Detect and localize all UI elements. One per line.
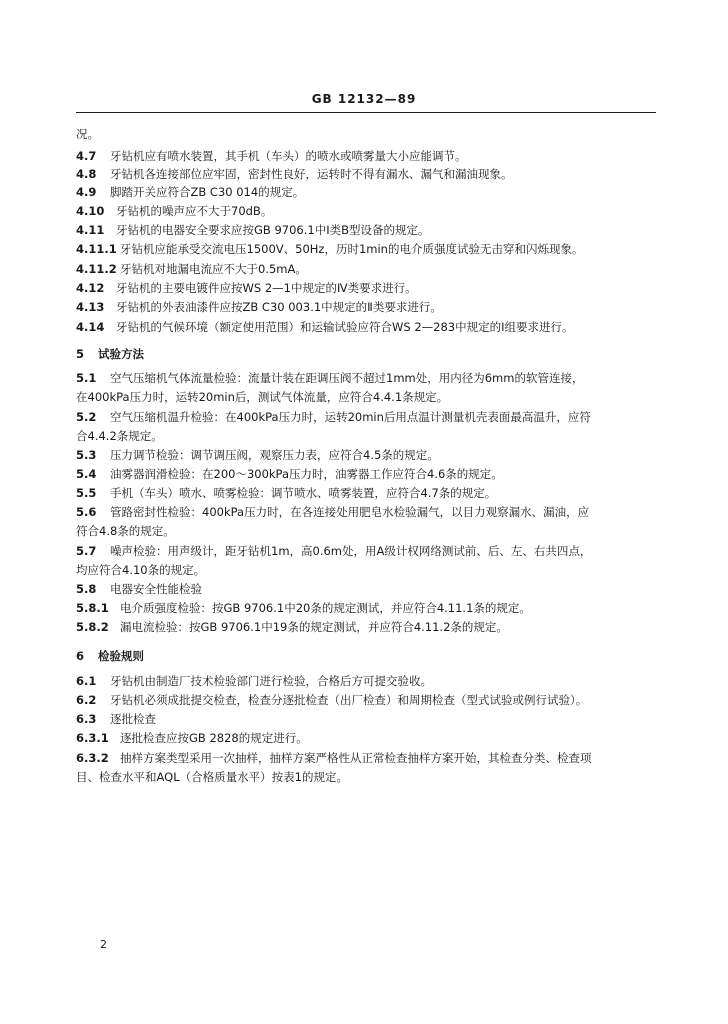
clause-number: 4.11 xyxy=(76,223,105,237)
section-heading xyxy=(76,346,656,362)
clause-text: 在400kPa压力时，运转20min后，测试气体流量，应符合4.4.1条规定。 xyxy=(76,390,449,404)
clause-text: 逐批检查 xyxy=(110,712,156,726)
clause-number: 5.8 xyxy=(76,582,97,596)
clause-text: 牙钻机应能承受交流电压1500V、50Hz，历时1min的电介质强度试验无击穿和闪烁现象。 xyxy=(120,242,584,256)
clause-line xyxy=(76,673,656,689)
clause-line xyxy=(76,319,656,335)
clause-line xyxy=(76,166,656,182)
clause-text: 合4.4.2条规定。 xyxy=(76,429,163,443)
clause-number: 4.12 xyxy=(76,281,105,295)
clause-text: 试验方法 xyxy=(98,347,144,361)
clause-number: 4.8 xyxy=(76,167,97,181)
clause-number: 6.3.1 xyxy=(76,731,109,745)
continuation-line xyxy=(76,769,656,785)
clause-number: 6 xyxy=(76,649,85,663)
clause-number: 6.1 xyxy=(76,674,97,688)
continuation-line xyxy=(76,428,656,444)
clause-number: 5.6 xyxy=(76,505,97,519)
clause-text: 油雾器润滑检验：在200～300kPa压力时，油雾器工作应符合4.6条的规定。 xyxy=(110,467,503,481)
clause-text: 牙钻机的外表油漆件应按ZB C30 003.1中规定的Ⅱ类要求进行。 xyxy=(116,300,442,314)
clause-number: 4.14 xyxy=(76,320,105,334)
clause-line xyxy=(76,148,656,164)
clause-number: 5.1 xyxy=(76,371,97,385)
clause-number: 5 xyxy=(76,347,85,361)
continuation-line xyxy=(76,523,656,539)
clause-number: 6.2 xyxy=(76,693,97,707)
clause-text: 逐批检查应按GB 2828的规定进行。 xyxy=(120,731,308,745)
clause-number: 5.5 xyxy=(76,486,97,500)
clause-line xyxy=(76,581,656,597)
clause-number: 6.3.2 xyxy=(76,751,109,765)
clause-line xyxy=(76,711,656,727)
clause-line xyxy=(76,485,656,501)
clause-text: 目、检查水平和AQL（合格质量水平）按表1的规定。 xyxy=(76,770,348,784)
clause-text: 抽样方案类型采用一次抽样，抽样方案严格性从正常检查抽样方案开始，其检查分类、检查项 xyxy=(120,751,592,765)
continuation-line xyxy=(76,126,656,142)
section-heading xyxy=(76,648,656,664)
clause-number: 5.2 xyxy=(76,410,97,424)
clause-line xyxy=(76,619,656,635)
page-number: 2 xyxy=(100,938,107,951)
clause-text: 空气压缩机温升检验：在400kPa压力时，运转20min后用点温计测量机壳表面最高温升，应符 xyxy=(110,410,591,424)
clause-text: 牙钻机各连接部位应牢固，密封性良好，运转时不得有漏水、漏气和漏油现象。 xyxy=(110,167,513,181)
clause-line xyxy=(76,222,656,238)
clause-line xyxy=(76,261,656,277)
clause-line xyxy=(76,241,656,257)
clause-text: 牙钻机由制造厂技术检验部门进行检验，合格后方可提交验收。 xyxy=(110,674,432,688)
clause-number: 6.3 xyxy=(76,712,97,726)
clause-number: 5.3 xyxy=(76,448,97,462)
clause-number: 4.10 xyxy=(76,204,105,218)
clause-text: 检验规则 xyxy=(98,649,144,663)
clause-number: 4.11.2 xyxy=(76,262,117,276)
clause-line xyxy=(76,543,656,559)
clause-text: 脚踏开关应符合ZB C30 014的规定。 xyxy=(110,185,305,199)
clause-text: 均应符合4.10条的规定。 xyxy=(76,563,206,577)
clause-text: 漏电流检验：按GB 9706.1中19条的规定测试，并应符合4.11.2条的规定。 xyxy=(120,620,508,634)
clause-number: 4.7 xyxy=(76,149,97,163)
clause-text: 牙钻机的主要电镀件应按WS 2—1中规定的Ⅳ类要求进行。 xyxy=(116,281,417,295)
clause-number: 5.4 xyxy=(76,467,97,481)
clause-line xyxy=(76,370,656,386)
clause-text: 牙钻机应有喷水装置，其手机（车头）的喷水或喷雾量大小应能调节。 xyxy=(110,149,467,163)
clause-text: 牙钻机的电器安全要求应按GB 9706.1中Ⅰ类B型设备的规定。 xyxy=(116,223,430,237)
clause-line xyxy=(76,692,656,708)
standard-header: GB 12132—89 xyxy=(311,92,417,106)
clause-number: 4.11.1 xyxy=(76,242,117,256)
clause-text: 手机（车头）喷水、喷雾检验：调节喷水、喷雾装置，应符合4.7条的规定。 xyxy=(110,486,497,500)
clause-text: 噪声检验：用声级计，距牙钻机1m，高0.6m处，用A级计权网络测试前、后、左、右共四点， xyxy=(110,544,592,558)
clause-line xyxy=(76,409,656,425)
continuation-line xyxy=(76,389,656,405)
clause-number: 5.7 xyxy=(76,544,97,558)
clause-number: 5.8.2 xyxy=(76,620,109,634)
clause-text: 空气压缩机气体流量检验：流量计装在距调压阀不超过1mm处，用内径为6mm的软管连接， xyxy=(110,371,584,385)
continuation-line xyxy=(76,562,656,578)
clause-line xyxy=(76,504,656,520)
clause-line xyxy=(76,203,656,219)
clause-number: 4.9 xyxy=(76,185,97,199)
header-rule xyxy=(76,112,656,113)
clause-text: 管路密封性检验：400kPa压力时，在各连接处用肥皂水检验漏气，以目力观察漏水、漏油，应 xyxy=(110,505,590,519)
clause-line xyxy=(76,600,656,616)
clause-text: 压力调节检验：调节调压阀，观察压力表，应符合4.5条的规定。 xyxy=(110,448,439,462)
clause-text: 牙钻机对地漏电流应不大于0.5mA。 xyxy=(120,262,307,276)
clause-text: 牙钻机的噪声应不大于70dB。 xyxy=(116,204,273,218)
clause-line xyxy=(76,750,656,766)
clause-text: 况。 xyxy=(76,127,99,141)
clause-text: 符合4.8条的规定。 xyxy=(76,524,175,538)
clause-line xyxy=(76,280,656,296)
clause-text: 电介质强度检验：按GB 9706.1中20条的规定测试，并应符合4.11.1条的规定。 xyxy=(120,601,531,615)
clause-text: 牙钻机的气候环境（额定使用范围）和运输试验应符合WS 2—283中规定的Ⅰ组要求进行。 xyxy=(116,320,574,334)
clause-text: 牙钻机必须成批提交检查，检查分逐批检查（出厂检查）和周期检查（型式试验或例行试验）。 xyxy=(110,693,588,707)
clause-line xyxy=(76,730,656,746)
clause-line xyxy=(76,447,656,463)
clause-line xyxy=(76,466,656,482)
clause-text: 电器安全性能检验 xyxy=(110,582,202,596)
clause-number: 4.13 xyxy=(76,300,105,314)
clause-number: 5.8.1 xyxy=(76,601,109,615)
clause-line xyxy=(76,299,656,315)
clause-line xyxy=(76,184,656,200)
